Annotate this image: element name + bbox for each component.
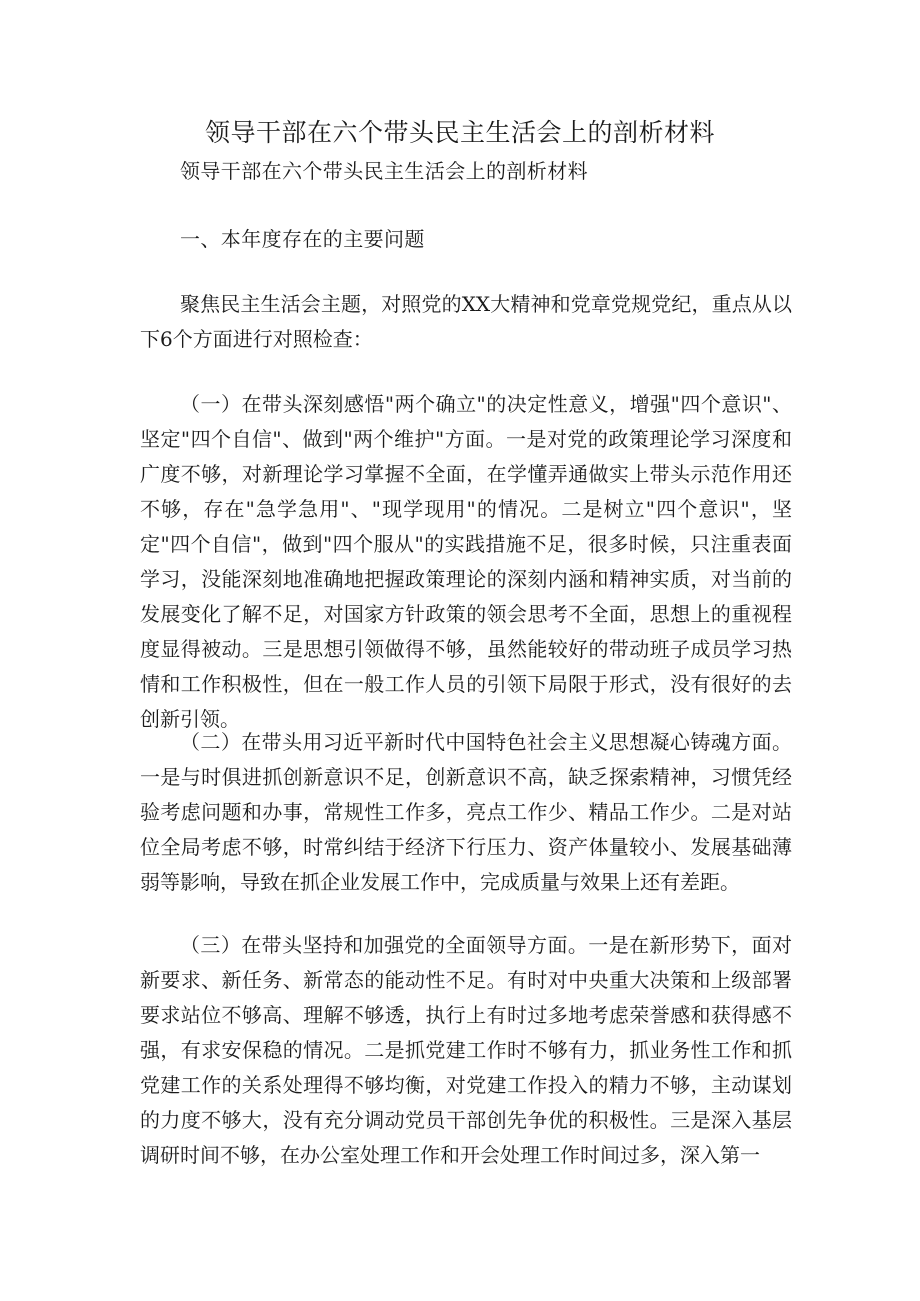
document-subtitle: 领导干部在六个带头民主生活会上的剖析材料 (180, 159, 588, 183)
paragraph-item-1: （一）在带头深刻感悟"两个确立"的决定性意义，增强"四个意识"、坚定"四个自信"、做到"两个维护"方面。一是对党的政策理论学习深度和广度不够，对新理论学习掌握不全面，在学懂弄通做实上带头示范作用还不够，存在"急学急用"、"现学现用"的情况。二是树立"四个意识"，坚定"四个自信"，做到"四个服从"的实践措施不足，很多时候，只注重表面学习，没能深刻地准确地把握政策理论的深刻内涵和精神实质，对当前的发展变化了解不足，对国家方针政策的领会思考不全面，思想上的重视程度显得被动。三是思想引领做得不够，虽然能较好的带动班子成员学习热情和工作积极性，但在一般工作人员的引领下局限于形式，没有很好的去创新引领。 (140, 392, 792, 731)
paragraph-item-2: （二）在带头用习近平新时代中国特色社会主义思想凝心铸魂方面。一是与时俱进抓创新意识不足，创新意识不高，缺乏探索精神，习惯凭经验考虑问题和办事，常规性工作多，亮点工作少、精品工作少。二是对站位全局考虑不够，时常纠结于经济下行压力、资产体量较小、发展基础薄弱等影响，导致在抓企业发展工作中，完成质量与效果上还有差距。 (140, 730, 792, 894)
paragraph-item-3: （三）在带头坚持和加强党的全面领导方面。一是在新形势下，面对新要求、新任务、新常态的能动性不足。有时对中央重大决策和上级部署要求站位不够高、理解不够透，执行上有时过多地考虑荣誉感和获得感不强，有求安保稳的情况。二是抓党建工作时不够有力，抓业务性工作和抓党建工作的关系处理得不够均衡，对党建工作投入的精力不够，主动谋划的力度不够大，没有充分调动党员干部创先争优的积极性。三是深入基层调研时间不够，在办公室处理工作和开会处理工作时间过多，深入第一 (140, 933, 792, 1167)
section-heading: 一、本年度存在的主要问题 (180, 227, 425, 251)
document-title: 领导干部在六个带头民主生活会上的剖析材料 (204, 118, 715, 147)
paragraph-intro: 聚焦民主生活会主题，对照党的XX大精神和党章党规党纪，重点从以下6个方面进行对照检查： (140, 292, 792, 351)
